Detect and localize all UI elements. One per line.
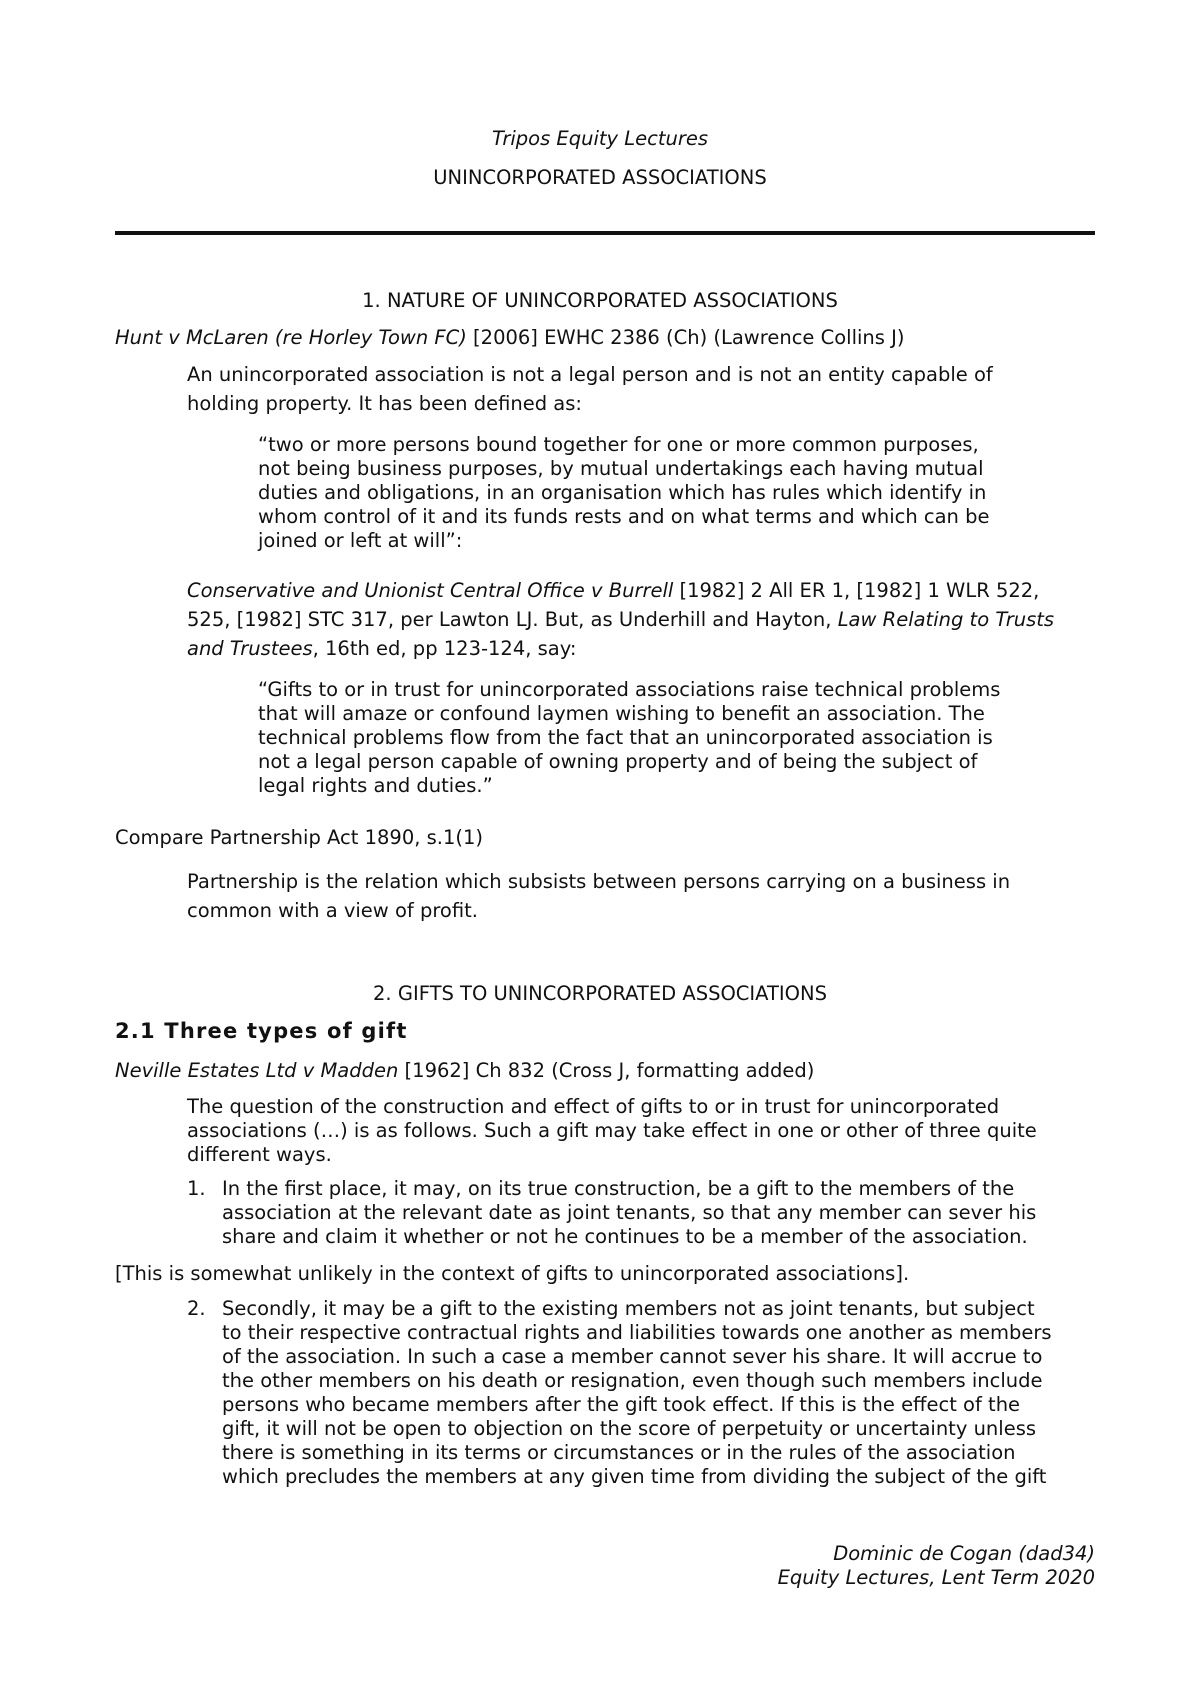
section-1-number: 1. <box>362 289 381 312</box>
header-divider <box>115 231 1095 235</box>
book-title: Law Relating to Trusts <box>837 608 1055 631</box>
definition-paragraph <box>187 360 993 418</box>
list-line: the other members on his death or resignation, even though such members include <box>222 1369 1043 1392</box>
definition-quote <box>258 433 990 553</box>
paragraph-line <box>187 605 1054 634</box>
section-2-number: 2. <box>373 982 392 1005</box>
case-citation: [2006] EWHC 2386 (Ch) (Lawrence Collins J) <box>466 326 905 349</box>
quote-line: whom control of it and its funds rests and on what terms and which can be <box>258 505 990 528</box>
burrell-citation-paragraph <box>187 576 1054 663</box>
list-line: gift, it will not be open to objection on the score of perpetuity or uncertainty unless <box>222 1417 1037 1440</box>
compare-heading: Compare Partnership Act 1890, s.1(1) <box>115 826 484 849</box>
underhill-quote <box>258 678 1000 798</box>
paragraph-line: associations (…) is as follows. Such a gift may take effect in one or other of three quite <box>187 1119 1037 1142</box>
list-line: to their respective contractual rights and liabilities towards one another as members <box>222 1321 1052 1344</box>
list-item-2 <box>187 1297 1087 1489</box>
partnership-definition <box>187 867 1010 925</box>
quote-line: joined or left at will”: <box>258 529 463 552</box>
case-name: Conservative and Unionist Central Office v Burrell <box>187 579 674 602</box>
book-title: and Trustees <box>187 637 313 660</box>
list-line: association at the relevant date as joint tenants, so that any member can sever his <box>222 1201 1037 1224</box>
quote-line: not a legal person capable of owning property and of being the subject of <box>258 750 978 773</box>
list-line: which precludes the members at any given time from dividing the subject of the gift <box>222 1465 1047 1488</box>
list-line: of the association. In such a case a member cannot sever his share. It will accrue to <box>222 1345 1043 1368</box>
list-line: there is something in its terms or circumstances or in the rules of the association <box>222 1441 1016 1464</box>
quote-line: technical problems flow from the fact that an unincorporated association is <box>258 726 993 749</box>
quote-line: legal rights and duties.” <box>258 774 493 797</box>
paragraph-line: The question of the construction and effect of gifts to or in trust for unincorporated <box>187 1095 1000 1118</box>
section-1-title: NATURE OF UNINCORPORATED ASSOCIATIONS <box>386 289 838 312</box>
list-number: 1. <box>187 1177 206 1200</box>
subsection-heading: 2.1 Three types of gift <box>115 1019 408 1043</box>
paragraph-line: An unincorporated association is not a legal person and is not an entity capable of <box>187 363 993 386</box>
paragraph-line <box>187 576 1054 605</box>
series-title: Tripos Equity Lectures <box>491 127 709 150</box>
topic-title: UNINCORPORATED ASSOCIATIONS <box>433 166 767 189</box>
paragraph-line: common with a view of profit. <box>187 899 478 922</box>
quote-line: that will amaze or confound laymen wishing to benefit an association. The <box>258 702 985 725</box>
footer-author: Dominic de Cogan (dad34) <box>833 1542 1095 1565</box>
quote-line: “two or more persons bound together for one or more common purposes, <box>258 433 979 456</box>
citation-text: 525, [1982] STC 317, per Lawton LJ. But, as Underhill and Hayton, <box>187 608 838 631</box>
quote-line: not being business purposes, by mutual undertakings each having mutual <box>258 457 984 480</box>
case-name: Hunt v McLaren (re Horley Town FC) <box>115 326 467 349</box>
section-1-heading <box>0 289 1200 312</box>
neville-intro <box>187 1095 1037 1167</box>
case-name: Neville Estates Ltd v Madden <box>115 1059 399 1082</box>
list-line: persons who became members after the gift took effect. If this is the effect of the <box>222 1393 1021 1416</box>
case-neville-estates <box>115 1059 814 1082</box>
list-item-1 <box>187 1177 1087 1249</box>
list-line: In the first place, it may, on its true construction, be a gift to the members of the <box>222 1177 1015 1200</box>
case-citation: [1962] Ch 832 (Cross J, formatting added) <box>398 1059 815 1082</box>
footer-course: Equity Lectures, Lent Term 2020 <box>777 1566 1095 1589</box>
section-2-heading <box>0 982 1200 1005</box>
page-footer <box>778 1542 1095 1590</box>
list-line: share and claim it whether or not he continues to be a member of the association. <box>222 1225 1028 1248</box>
list-line: Secondly, it may be a gift to the existing members not as joint tenants, but subject <box>222 1297 1035 1320</box>
paragraph-line: Partnership is the relation which subsists between persons carrying on a business in <box>187 870 1011 893</box>
paragraph-line <box>187 634 1054 663</box>
citation-text: , 16th ed, pp 123-124, say: <box>312 637 577 660</box>
paragraph-line: different ways. <box>187 1143 332 1166</box>
quote-line: “Gifts to or in trust for unincorporated associations raise technical problems <box>258 678 1001 701</box>
editorial-aside: [This is somewhat unlikely in the context of gifts to unincorporated associations]. <box>115 1262 910 1285</box>
case-hunt-v-mclaren <box>115 326 905 349</box>
paragraph-line: holding property. It has been defined as: <box>187 392 582 415</box>
section-2-title: GIFTS TO UNINCORPORATED ASSOCIATIONS <box>397 982 827 1005</box>
case-citation: [1982] 2 All ER 1, [1982] 1 WLR 522, <box>673 579 1040 602</box>
list-number: 2. <box>187 1297 206 1320</box>
quote-line: duties and obligations, in an organisation which has rules which identify in <box>258 481 987 504</box>
